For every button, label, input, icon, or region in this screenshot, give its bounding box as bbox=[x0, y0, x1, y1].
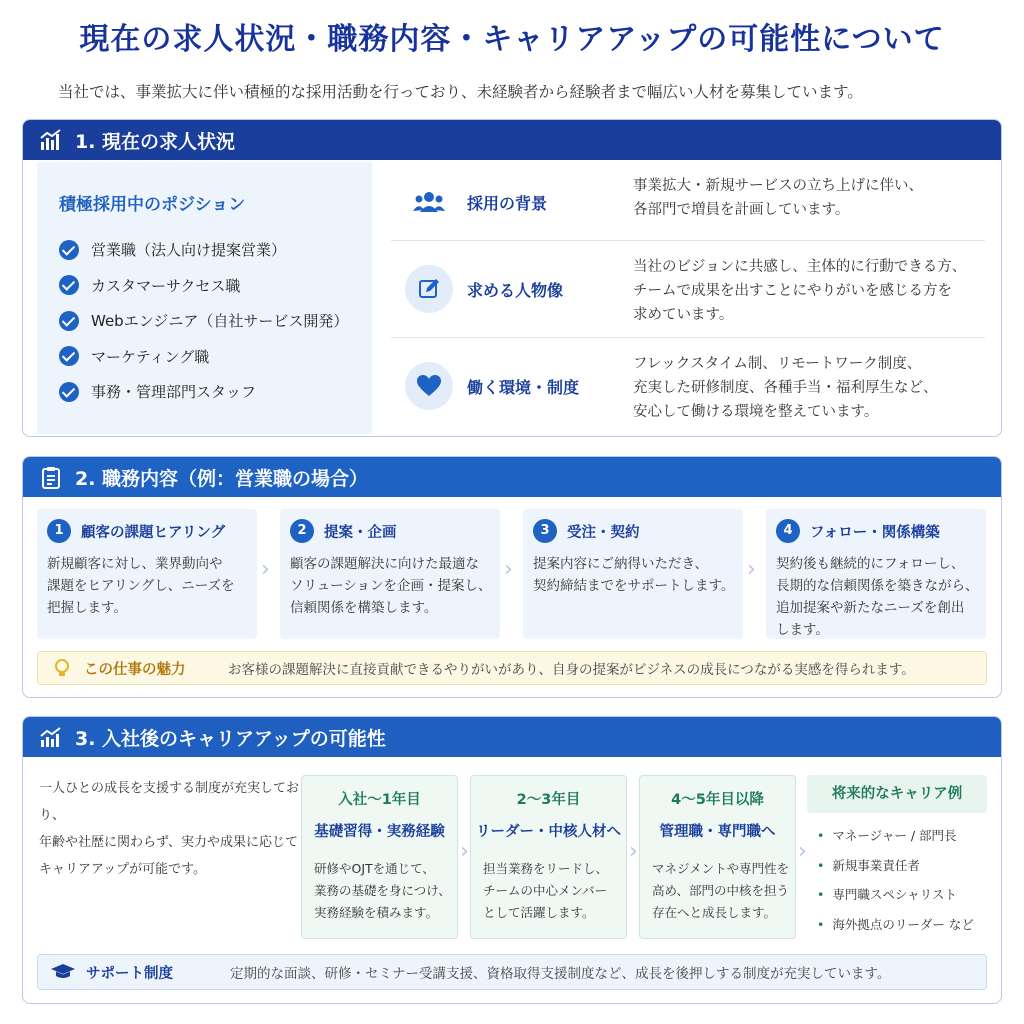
people-icon bbox=[405, 178, 453, 226]
step-number: 1 bbox=[47, 519, 71, 543]
chevron-right-icon: › bbox=[798, 839, 807, 864]
stage-headline: 基礎習得・実務経験 bbox=[314, 824, 445, 840]
step-description: 提案内容にご納得いただき、 契約締結までをサポートします。 bbox=[533, 556, 735, 594]
info-label: 採用の背景 bbox=[467, 194, 548, 213]
list-item: • 新規事業責任者 bbox=[817, 857, 920, 873]
list-item: • マネージャー / 部門長 bbox=[817, 828, 957, 843]
stage-description: 担当業務をリードし、 チームの中心メンバー として活躍します。 bbox=[483, 861, 609, 920]
stage-description: マネジメントや専門性を 高め、部門の中核を担う 存在へと成長します。 bbox=[652, 861, 790, 920]
step-title: 受注・契約 bbox=[567, 525, 640, 541]
section-career-up bbox=[22, 716, 1002, 1004]
step-title: フォロー・関係構築 bbox=[810, 525, 940, 541]
section-1-header bbox=[23, 120, 1001, 160]
check-icon bbox=[59, 346, 79, 366]
stage-description: 研修やOJTを通じて、 業務の基礎を身につけ、 実務経験を積みます。 bbox=[314, 861, 451, 920]
check-icon bbox=[59, 240, 79, 260]
step-card bbox=[37, 509, 257, 639]
section-1-title: 1. 現在の求人状況 bbox=[75, 130, 236, 153]
list-item: 営業職（法人向け提案営業） bbox=[59, 232, 348, 268]
chevron-right-icon: › bbox=[629, 839, 638, 864]
section-job-description bbox=[22, 456, 1002, 698]
step-card bbox=[766, 509, 986, 639]
career-stage-card bbox=[470, 775, 627, 939]
info-text: 当社のビジョンに共感し、主体的に行動できる方、 チームで成果を出すことにやりがいを感じる方を 求めています。 bbox=[633, 259, 967, 323]
page-intro: 当社では、事業拡大に伴い積極的な採用活動を行っており、未経験者から経験者まで幅広い人材を募集しています。 bbox=[58, 83, 863, 101]
clipboard-icon bbox=[39, 465, 63, 489]
page-title: 現在の求人状況・職務内容・キャリアアップの可能性について bbox=[79, 22, 945, 57]
check-icon bbox=[59, 275, 79, 295]
lightbulb-icon bbox=[52, 658, 72, 678]
info-label: 求める人物像 bbox=[467, 281, 564, 300]
future-list bbox=[807, 821, 987, 939]
bar-chart-icon bbox=[39, 128, 63, 152]
chevron-right-icon: › bbox=[261, 557, 270, 582]
stage-headline: リーダー・中核人材へ bbox=[476, 824, 621, 840]
info-label: 働く環境・制度 bbox=[467, 378, 580, 397]
step-title: 顧客の課題ヒアリング bbox=[81, 525, 226, 541]
edit-icon bbox=[405, 265, 453, 313]
stage-period: 2〜3年目 bbox=[516, 792, 581, 808]
stage-period: 入社〜1年目 bbox=[338, 792, 421, 808]
info-row-background bbox=[391, 178, 985, 226]
chevron-right-icon: › bbox=[460, 839, 469, 864]
career-stage-card bbox=[639, 775, 796, 939]
list-item: • 海外拠点のリーダー など bbox=[817, 916, 974, 932]
divider bbox=[391, 337, 985, 338]
step-card bbox=[280, 509, 500, 639]
divider bbox=[391, 240, 985, 241]
step-title: 提案・企画 bbox=[324, 525, 397, 541]
heart-icon bbox=[405, 362, 453, 410]
step-description: 顧客の課題解決に向けた最適な ソリューションを企画・提案し、 信頼関係を構築します。 bbox=[290, 556, 492, 616]
chevron-right-icon: › bbox=[504, 557, 513, 582]
list-item: Webエンジニア（自社サービス開発） bbox=[59, 303, 348, 339]
support-text: 定期的な面談、研修・セミナー受講支援、資格取得支援制度など、成長を後押しする制度が充実しています。 bbox=[230, 966, 891, 982]
future-title: 将来的なキャリア例 bbox=[807, 775, 987, 813]
step-number: 4 bbox=[776, 519, 800, 543]
positions-list bbox=[59, 232, 348, 410]
growth-chart-icon bbox=[39, 725, 63, 749]
step-card bbox=[523, 509, 743, 639]
support-system-banner bbox=[37, 954, 987, 990]
list-item: 事務・管理部門スタッフ bbox=[59, 374, 348, 410]
step-number: 3 bbox=[533, 519, 557, 543]
list-item: マーケティング職 bbox=[59, 339, 348, 375]
section-3-title: 3. 入社後のキャリアアップの可能性 bbox=[75, 727, 386, 750]
support-label: サポート制度 bbox=[86, 965, 173, 982]
graduation-cap-icon bbox=[50, 962, 76, 982]
list-item: • 専門職スペシャリスト bbox=[817, 887, 957, 902]
section-job-status bbox=[22, 119, 1002, 437]
chevron-right-icon: › bbox=[747, 557, 756, 582]
appeal-text: お客様の課題解決に直接貢献できるやりがいがあり、自身の提案がビジネスの成長につながる実感を得られます。 bbox=[228, 662, 915, 678]
step-description: 契約後も継続的にフォローし、 長期的な信頼関係を築きながら、 追加提案や新たなニーズを創出 します。 bbox=[776, 556, 979, 638]
list-item: カスタマーサクセス職 bbox=[59, 268, 348, 304]
check-icon bbox=[59, 382, 79, 402]
step-number: 2 bbox=[290, 519, 314, 543]
info-row-environment bbox=[391, 356, 985, 420]
stage-headline: 管理職・専門職へ bbox=[659, 824, 776, 840]
positions-title: 積極採用中のポジション bbox=[59, 195, 246, 215]
career-stage-card bbox=[301, 775, 458, 939]
info-text: フレックスタイム制、リモートワーク制度、 充実した研修制度、各種手当・福利厚生など、 安心して働ける環境を整えています。 bbox=[633, 356, 938, 420]
check-icon bbox=[59, 311, 79, 331]
section-2-title: 2. 職務内容（例：営業職の場合） bbox=[75, 467, 369, 490]
section-3-header bbox=[23, 717, 1001, 757]
positions-panel bbox=[37, 162, 372, 434]
future-career-examples bbox=[807, 775, 987, 939]
appeal-label: この仕事の魅力 bbox=[84, 661, 186, 678]
stage-period: 4〜5年目以降 bbox=[671, 792, 764, 808]
job-appeal-banner bbox=[37, 651, 987, 685]
step-description: 新規顧客に対し、業界動向や 課題をヒアリングし、ニーズを 把握します。 bbox=[47, 556, 235, 616]
info-text: 事業拡大・新規サービスの立ち上げに伴い、 各部門で増員を計画しています。 bbox=[633, 178, 923, 218]
section-2-header bbox=[23, 457, 1001, 497]
info-row-profile bbox=[391, 259, 985, 323]
career-intro: 一人ひとの成長を支援する制度が充実しており、 年齢や社歴に関わらず、実力や成果に応じて キャリアアップが可能です。 bbox=[39, 781, 300, 877]
